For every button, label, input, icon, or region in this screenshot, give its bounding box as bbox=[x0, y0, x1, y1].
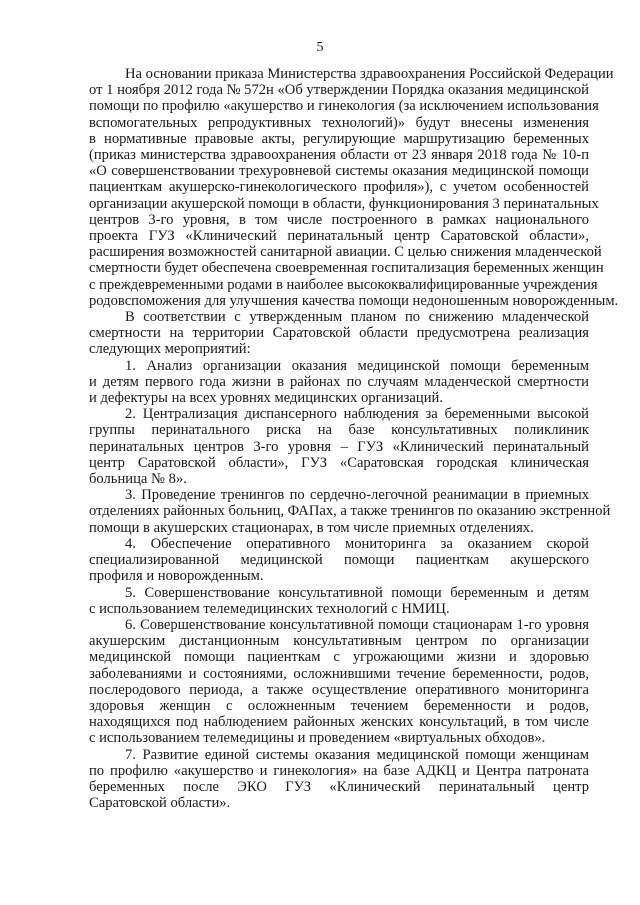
text-line: центров 3-го уровня, в том числе построенного в рамках национального bbox=[89, 211, 589, 228]
text-line: В соответствии с утвержденным планом по снижению младенческой bbox=[125, 309, 589, 326]
text-line: 2. Централизация диспансерного наблюдения за беременными высокой bbox=[125, 406, 589, 423]
text-line: (приказ министерства здравоохранения области от 23 января 2018 года № 10-п bbox=[89, 147, 589, 164]
text-line: 4. Обеспечение оперативного мониторинга за оказанием скорой bbox=[125, 535, 589, 552]
text-line: смертности будет обеспечена своевременная госпитализация беременных женщин bbox=[89, 260, 604, 277]
text-line: 3. Проведение тренингов по сердечно-легочной реанимации в приемных bbox=[125, 487, 589, 504]
text-line: здоровья женщин с осложненным течением беременности и родов, bbox=[89, 697, 589, 714]
text-line: организации акушерской помощи в области, функционирования 3 перинатальных bbox=[89, 195, 599, 212]
text-line: 6. Совершенствование консультативной помощи стационарам 1-го уровня bbox=[125, 616, 589, 633]
text-line: в нормативные правовые акты, регулирующие маршрутизацию беременных bbox=[89, 130, 589, 147]
text-line: по профилю «акушерство и гинекология» на базе АДКЦ и Центра патроната bbox=[89, 762, 589, 779]
text-line: вспомогательных репродуктивных технологий)» будут внесены изменения bbox=[89, 114, 589, 131]
text-line: находящихся под наблюдением районных женских консультаций, в том числе bbox=[89, 714, 589, 731]
text-line: помощи в акушерских стационарах, в том числе приемных отделениях. bbox=[89, 519, 534, 536]
text-line: родовспоможения для улучшения качества помощи недоношенным новорожденным. bbox=[89, 292, 619, 309]
text-line: 7. Развитие единой системы оказания медицинской помощи женщинам bbox=[125, 746, 589, 763]
text-line: центр Саратовской области», ГУЗ «Саратовская городская клиническая bbox=[89, 454, 589, 471]
paragraph-item-4 bbox=[89, 536, 589, 585]
text-line: помощи по профилю «акушерство и гинекология (за исключением использования bbox=[89, 98, 599, 115]
text-line: специализированной медицинской помощи пациенткам акушерского bbox=[89, 552, 589, 569]
text-line: беременных после ЭКО ГУЗ «Клинический перинатальный центр bbox=[89, 778, 589, 795]
text-line: Саратовской области». bbox=[89, 795, 231, 812]
document-body bbox=[89, 66, 619, 812]
text-line: пациенткам акушерско-гинекологического профиля»), с учетом особенностей bbox=[89, 179, 589, 196]
text-line: следующих мероприятий: bbox=[89, 341, 251, 358]
text-line: смертности на территории Саратовской области предусмотрена реализация bbox=[89, 325, 589, 342]
text-line: На основании приказа Министерства здравоохранения Российской Федерации bbox=[125, 66, 614, 82]
paragraph-item-6 bbox=[89, 617, 589, 747]
text-line: перинатальных центров 3-го уровня – ГУЗ «Клинический перинатальный bbox=[89, 438, 589, 455]
page-number: 5 bbox=[316, 40, 324, 55]
text-line: заболеваниями и состояниями, осложнившими течение беременности, родов, bbox=[89, 665, 589, 682]
text-line: и детям первого года жизни в районах по случаям младенческой смертности bbox=[89, 373, 589, 390]
paragraph-item-1 bbox=[89, 358, 589, 407]
text-line: с преждевременными родами в наиболее высококвалифицированные учреждения bbox=[89, 276, 598, 293]
paragraph-item-3 bbox=[89, 487, 611, 536]
paragraph-item-2 bbox=[89, 406, 589, 487]
text-line: с использованием телемедицины и проведением «виртуальных обходов». bbox=[89, 730, 546, 747]
text-line: медицинской помощи пациенткам с угрожающими жизни и здоровью bbox=[89, 649, 589, 666]
text-line: больница № 8». bbox=[89, 471, 187, 488]
text-line: от 1 ноября 2012 года № 572н «Об утверждении Порядка оказания медицинской bbox=[89, 82, 589, 99]
text-line: профиля и новорожденным. bbox=[89, 568, 264, 585]
text-line: проекта ГУЗ «Клинический перинатальный центр Саратовской области», bbox=[89, 228, 589, 245]
text-line: группы перинатального риска на базе консультативных поликлиник bbox=[89, 422, 589, 439]
text-line: «О совершенствовании трехуровневой системы оказания медицинской помощи bbox=[89, 163, 589, 180]
text-line: акушерским дистанционным консультативным центром по организации bbox=[89, 633, 589, 650]
paragraph-item-5 bbox=[89, 585, 589, 617]
text-line: отделениях районных больниц, ФАПах, а также тренингов по оказанию экстренной bbox=[89, 503, 611, 520]
text-line: послеродового периода, а также осуществление оперативного мониторинга bbox=[89, 681, 589, 698]
text-line: расширения возможностей санитарной авиации. С целью снижения младенческой bbox=[89, 244, 602, 261]
text-line: и дефектуры на всех уровнях медицинских организаций. bbox=[89, 390, 443, 407]
text-line: с использованием телемедицинских технологий с НМИЦ. bbox=[89, 600, 450, 617]
text-line: 1. Анализ организации оказания медицинской помощи беременным bbox=[125, 357, 589, 374]
paragraph-plan bbox=[89, 309, 589, 358]
text-line: 5. Совершенствование консультативной помощи беременным и детям bbox=[125, 584, 589, 601]
paragraph-intro bbox=[89, 66, 619, 309]
paragraph-item-7 bbox=[89, 747, 589, 812]
